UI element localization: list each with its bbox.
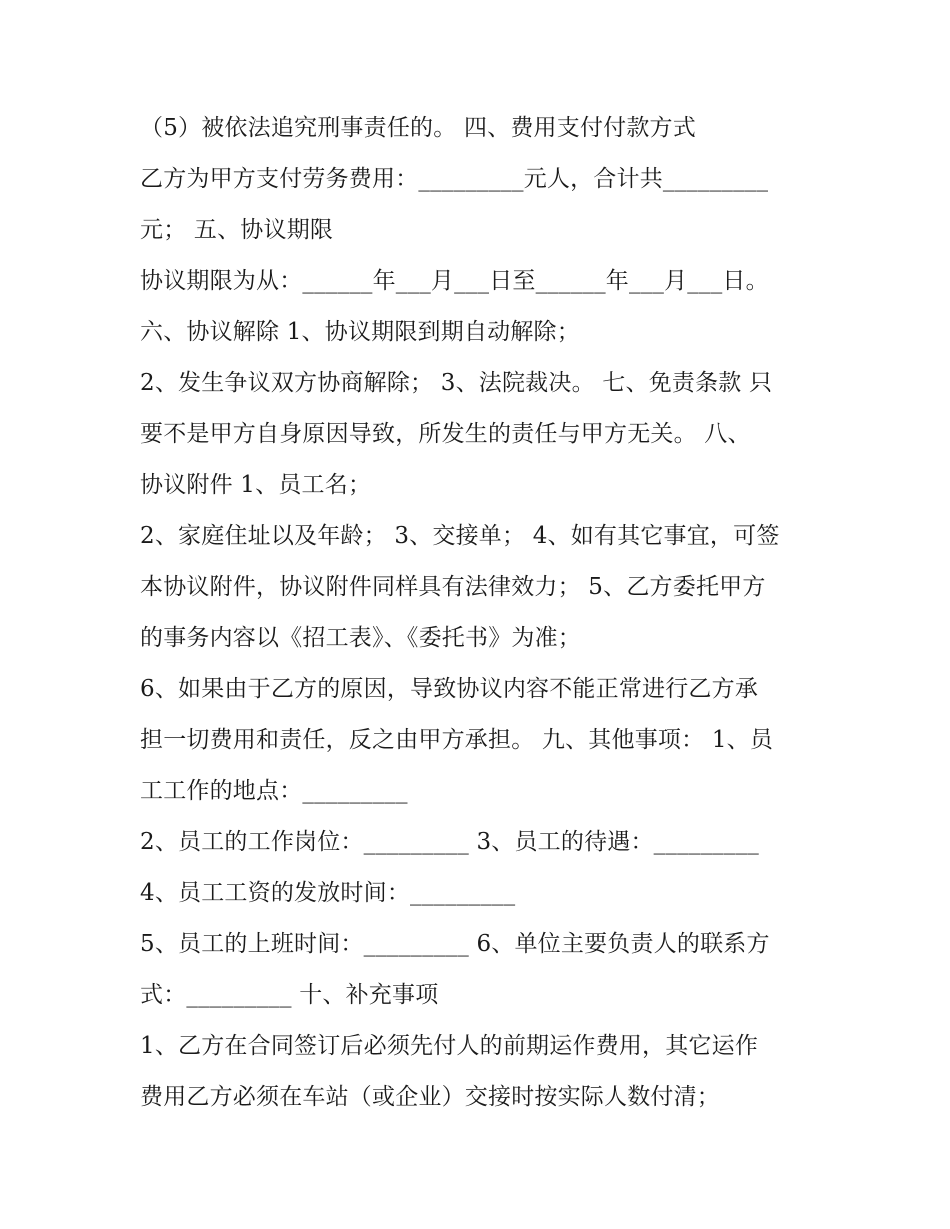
- text-line: 担一切费用和责任，反之由甲方承担。 九、其他事项： 1、员: [140, 727, 774, 753]
- text-line: 工工作的地点：_________: [140, 778, 408, 804]
- text-line: 2、员工的工作岗位：_________ 3、员工的待遇：_________: [140, 829, 759, 855]
- text-line: 本协议附件，协议附件同样具有法律效力； 5、乙方委托甲方: [140, 574, 766, 600]
- text-line: 费用乙方必须在车站（或企业）交接时按实际人数付清；: [140, 1084, 720, 1110]
- text-line: 5、员工的上班时间：_________ 6、单位主要负责人的联系方: [140, 931, 770, 957]
- text-line: 的事务内容以《招工表》、《委托书》为准；: [140, 625, 581, 651]
- text-line: 6、如果由于乙方的原因，导致协议内容不能正常进行乙方承: [140, 676, 759, 702]
- text-line: 2、家庭住址以及年龄； 3、交接单； 4、如有其它事宜，可签: [140, 523, 780, 549]
- text-line: 元； 五、协议期限: [140, 217, 334, 243]
- text-line: 六、协议解除 1、协议期限到期自动解除；: [140, 319, 580, 345]
- text-line: 协议期限为从：______年___月___日至______年___月___日。: [140, 268, 769, 294]
- document-body: [140, 103, 820, 1123]
- text-line: 4、员工工资的发放时间：_________: [140, 880, 516, 906]
- text-line: 式：_________ 十、补充事项: [140, 982, 439, 1008]
- text-line: 协议附件 1、员工名；: [140, 472, 372, 498]
- text-line: 乙方为甲方支付劳务费用：_________元人，合计共_________: [140, 166, 769, 192]
- text-line: （5）被依法追究刑事责任的。 四、费用支付付款方式: [140, 115, 696, 141]
- text-line: 要不是甲方自身原因导致，所发生的责任与甲方无关。 八、: [140, 421, 751, 447]
- text-line: 1、乙方在合同签订后必须先付人的前期运作费用，其它运作: [140, 1033, 759, 1059]
- text-line: 2、发生争议双方协商解除； 3、法院裁决。 七、免责条款 只: [140, 370, 773, 396]
